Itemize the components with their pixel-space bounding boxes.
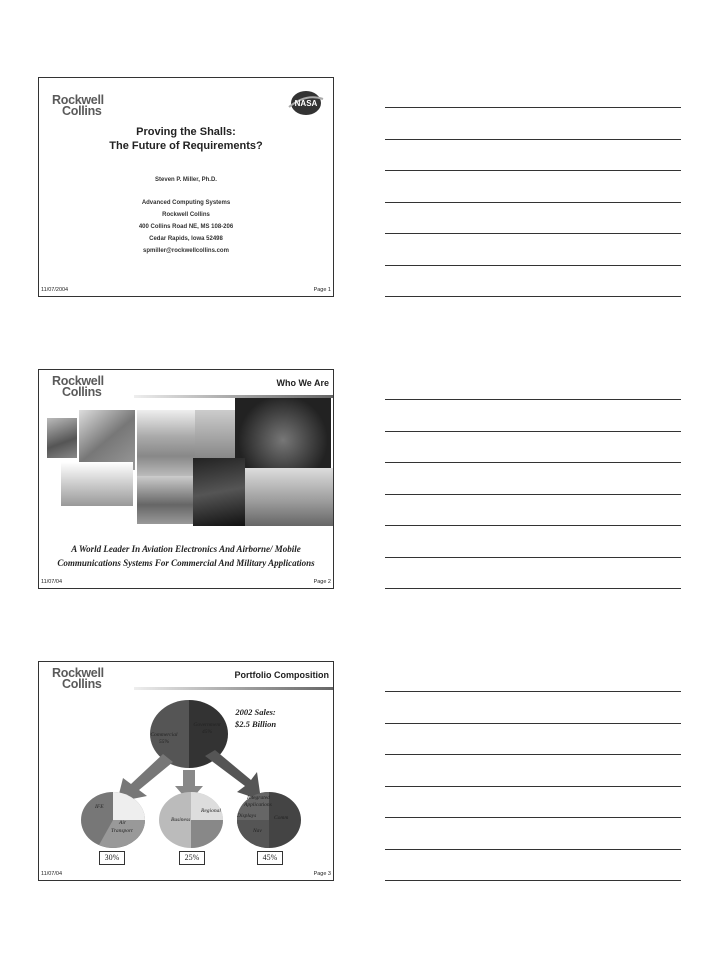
svg-text:IFE: IFE: [95, 804, 104, 810]
note-line: [385, 588, 681, 589]
slide-date: 11/07/04: [41, 871, 63, 877]
note-line: [385, 557, 681, 558]
note-line: [385, 880, 681, 881]
svg-text:Transport: Transport: [111, 828, 133, 834]
svg-text:Applications: Applications: [244, 802, 272, 808]
slide-title: Portfolio Composition: [234, 670, 329, 680]
slide-page-number: Page 2: [313, 579, 331, 585]
note-line: [385, 107, 681, 108]
author: Steven P. Miller, Ph.D.: [155, 177, 217, 183]
slide-date: 11/07/04: [41, 579, 63, 585]
note-line: [385, 202, 681, 203]
government-systems-pie: [236, 792, 301, 848]
note-line: [385, 691, 681, 692]
pct-label-2: 25%: [179, 851, 205, 865]
note-line: [385, 233, 681, 234]
slide-date: 11/07/2004: [41, 287, 69, 293]
note-line: [385, 170, 681, 171]
svg-text:55%: 55%: [158, 739, 170, 745]
note-line: [385, 296, 681, 297]
svg-text:Displays: Displays: [237, 813, 257, 819]
note-line: [385, 723, 681, 724]
note-line: [385, 139, 681, 140]
slide-title: Who We Are: [276, 378, 329, 388]
svg-text:Comm: Comm: [274, 815, 289, 821]
svg-text:Nav: Nav: [253, 828, 262, 834]
pct-label-1: 30%: [99, 851, 125, 865]
satellite-dish-photo: [193, 458, 245, 526]
slide-2: [38, 369, 334, 589]
svg-text:Government: Government: [193, 722, 221, 728]
note-line: [385, 399, 681, 400]
svg-text:45%: 45%: [201, 729, 213, 735]
pct-label-3: 45%: [257, 851, 283, 865]
slide-caption: A World Leader In Aviation Electronics And Airborne/ Mobile Communications Systems For Commercial And Military Applications: [57, 544, 315, 568]
slide-page-number: Page 1: [313, 287, 331, 293]
jet-photo: [195, 410, 235, 458]
address: 400 Collins Road NE, MS 108-206: [138, 224, 234, 230]
awacs-photo: [245, 468, 333, 526]
presentation-title: Proving the Shalls: The Future of Requirements?: [109, 126, 263, 152]
note-line: [385, 786, 681, 787]
svg-text:NASA: NASA: [294, 99, 318, 108]
company: Rockwell Collins: [162, 212, 210, 218]
note-line: [385, 265, 681, 266]
svg-text:Integrated: Integrated: [247, 795, 270, 801]
rockwell-collins-logo: Rockwell Collins: [52, 374, 104, 399]
soldier-photo: [47, 418, 77, 458]
rockwell-collins-logo: Rockwell Collins: [52, 666, 104, 691]
svg-text:Regional: Regional: [201, 808, 221, 814]
note-line: [385, 754, 681, 755]
commercial-oem-pie: [81, 792, 145, 848]
airliner-photo: [61, 462, 133, 506]
note-line: [385, 525, 681, 526]
sales-callout: 2002 Sales: $2.5 Billion: [235, 707, 277, 729]
email: spmiller@rockwellcollins.com: [143, 248, 229, 254]
nasa-logo: [287, 89, 325, 117]
note-line: [385, 849, 681, 850]
slide-1: [38, 77, 334, 297]
slide-page-number: Page 3: [313, 871, 331, 877]
helicopter-photo: [137, 476, 193, 524]
svg-text:Commercial: Commercial: [150, 732, 178, 738]
note-line: [385, 431, 681, 432]
svg-text:Air: Air: [119, 820, 127, 826]
svg-text:Business: Business: [171, 817, 191, 823]
slide-3: [38, 661, 334, 881]
note-line: [385, 817, 681, 818]
rockwell-collins-logo: Rockwell Collins: [52, 93, 104, 118]
city: Cedar Rapids, Iowa 52498: [149, 236, 223, 242]
radio-equipment-photo: [79, 410, 135, 470]
cockpit-photo: [235, 398, 331, 468]
note-line: [385, 462, 681, 463]
runway-photo: [137, 410, 195, 476]
organization: Advanced Computing Systems: [141, 200, 231, 206]
regional-business-pie: [159, 792, 223, 848]
note-line: [385, 494, 681, 495]
portfolio-pie-diagram: [39, 662, 334, 881]
